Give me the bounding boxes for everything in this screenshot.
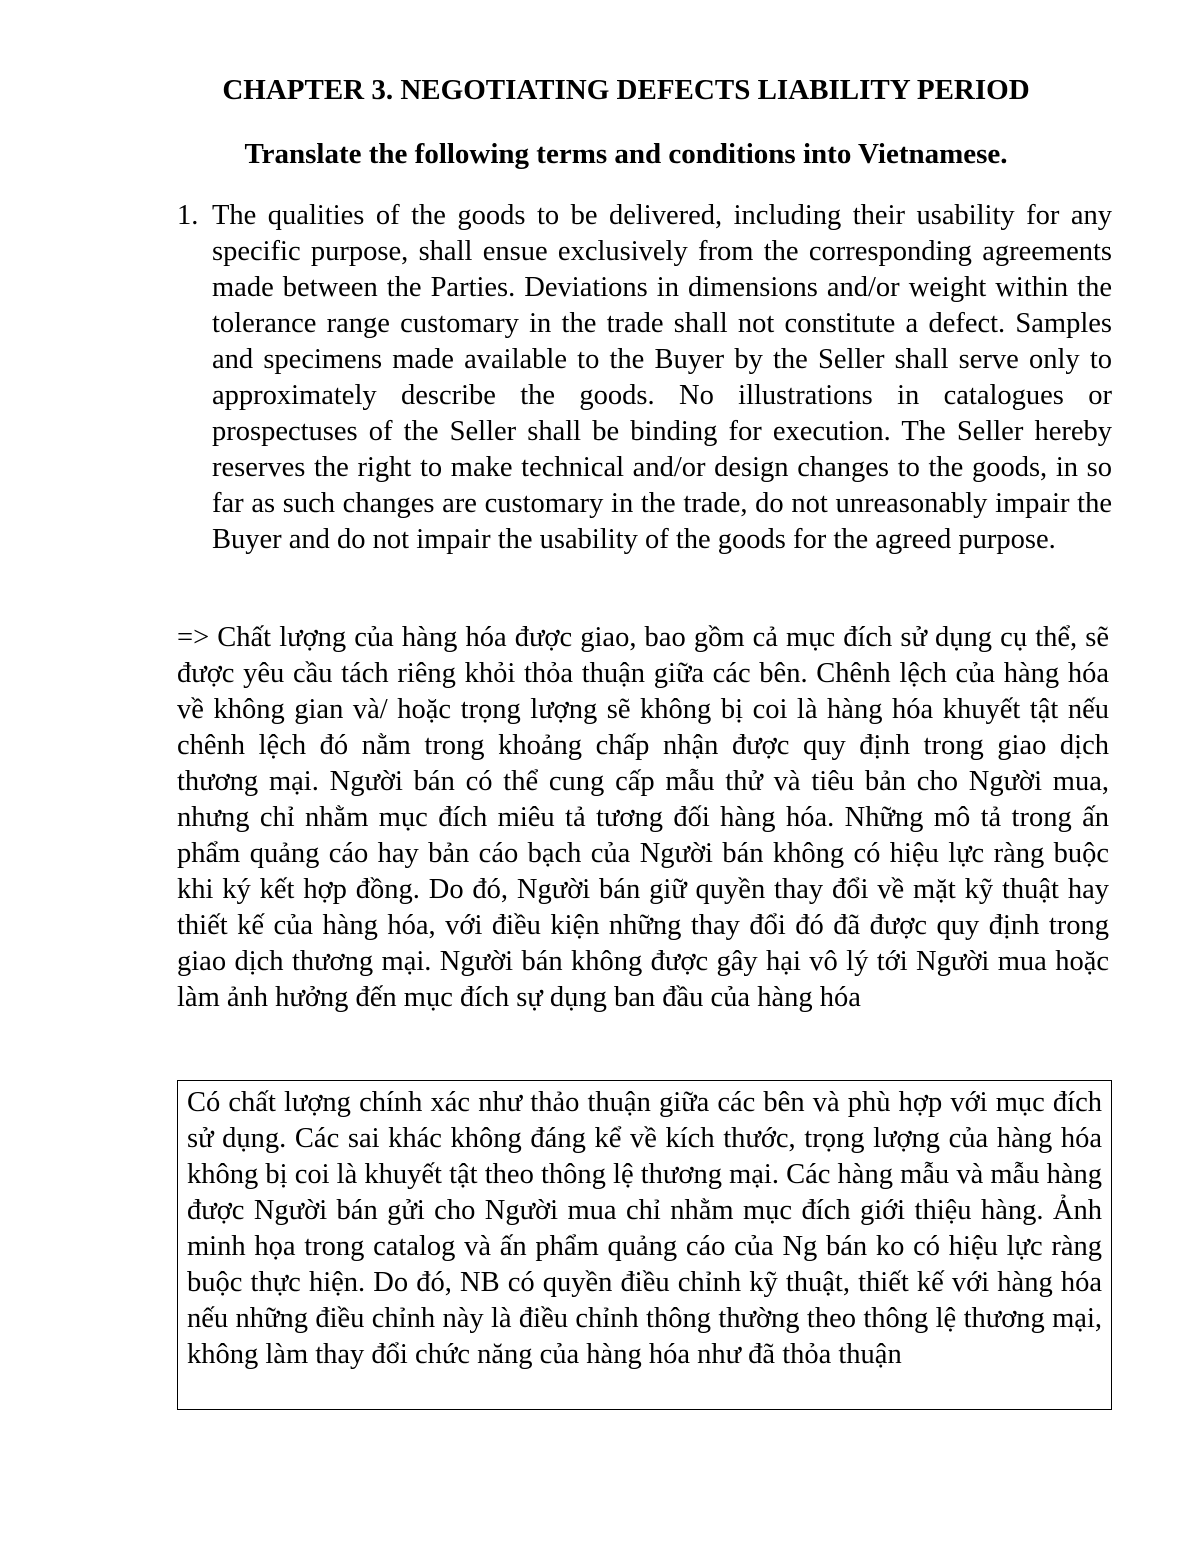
chapter-title: CHAPTER 3. NEGOTIATING DEFECTS LIABILITY PERIOD <box>222 74 1030 106</box>
instruction-heading: Translate the following terms and conditions into Vietnamese. <box>244 138 1008 170</box>
model-answer-box <box>177 1080 1112 1410</box>
model-answer-text: Có chất lượng chính xác như thảo thuận giữa các bên và phù hợp với mục đích sử dụng. Các sai khác không đáng kể về kích thước, trọng lượng của hàng hóa không bị coi là khuyết tật theo thông lệ thương mại. Các hàng mẫu và mẫu hàng được Người bán gửi cho Người mua chỉ nhằm mục đích giới thiệu hàng. Ảnh minh họa trong catalog và ấn phẩm quảng cáo của Ng bán ko có hiệu lực ràng buộc thực hiện. Do đó, NB có quyền điều chỉnh kỹ thuật, thiết kế với hàng hóa nếu những điều chỉnh này là điều chỉnh thông thường theo thông lệ thương mại, không làm thay đổi chức năng của hàng hóa như đã thỏa thuận <box>187 1087 1102 1370</box>
terms-list <box>177 198 1112 558</box>
term-item <box>177 198 1112 558</box>
term-text: The qualities of the goods to be delivered, including their usability for any specific purpose, shall ensue exclusively from the corresponding agreements made between the Parties. Deviations in dimensions and/or weight within the tolerance range customary in the trade shall not constitute a defect. Samples and specimens made available to the Buyer by the Seller shall serve only to approximately describe the goods. No illustrations in catalogues or prospectuses of the Seller shall be binding for execution. The Seller hereby reserves the right to make technical and/or design changes to the goods, in so far as such changes are customary in the trade, do not unreasonably impair the Buyer and do not impair the usability of the goods for the agreed purpose. <box>212 200 1112 555</box>
vietnamese-translation: => Chất lượng của hàng hóa được giao, bao gồm cả mục đích sử dụng cụ thể, sẽ được yêu cầu tách riêng khỏi thỏa thuận giữa các bên. Chênh lệch của hàng hóa về không gian và/ hoặc trọng lượng sẽ không bị coi là hàng hóa khuyết tật nếu chênh lệch đó nằm trong khoảng chấp nhận được quy định trong giao dịch thương mại. Người bán có thể cung cấp mẫu thử và tiêu bản cho Người mua, nhưng chỉ nhằm mục đích miêu tả tương đối hàng hóa. Những mô tả trong ấn phẩm quảng cáo hay bản cáo bạch của Người bán không có hiệu lực ràng buộc khi ký kết hợp đồng. Do đó, Người bán giữ quyền thay đổi về mặt kỹ thuật hay thiết kế của hàng hóa, với điều kiện những thay đổi đó đã được quy định trong giao dịch thương mại. Người bán không được gây hại vô lý tới Người mua hoặc làm ảnh hưởng đến mục đích sự dụng ban đầu của hàng hóa <box>177 622 1109 1013</box>
term-number: 1. <box>177 200 199 231</box>
